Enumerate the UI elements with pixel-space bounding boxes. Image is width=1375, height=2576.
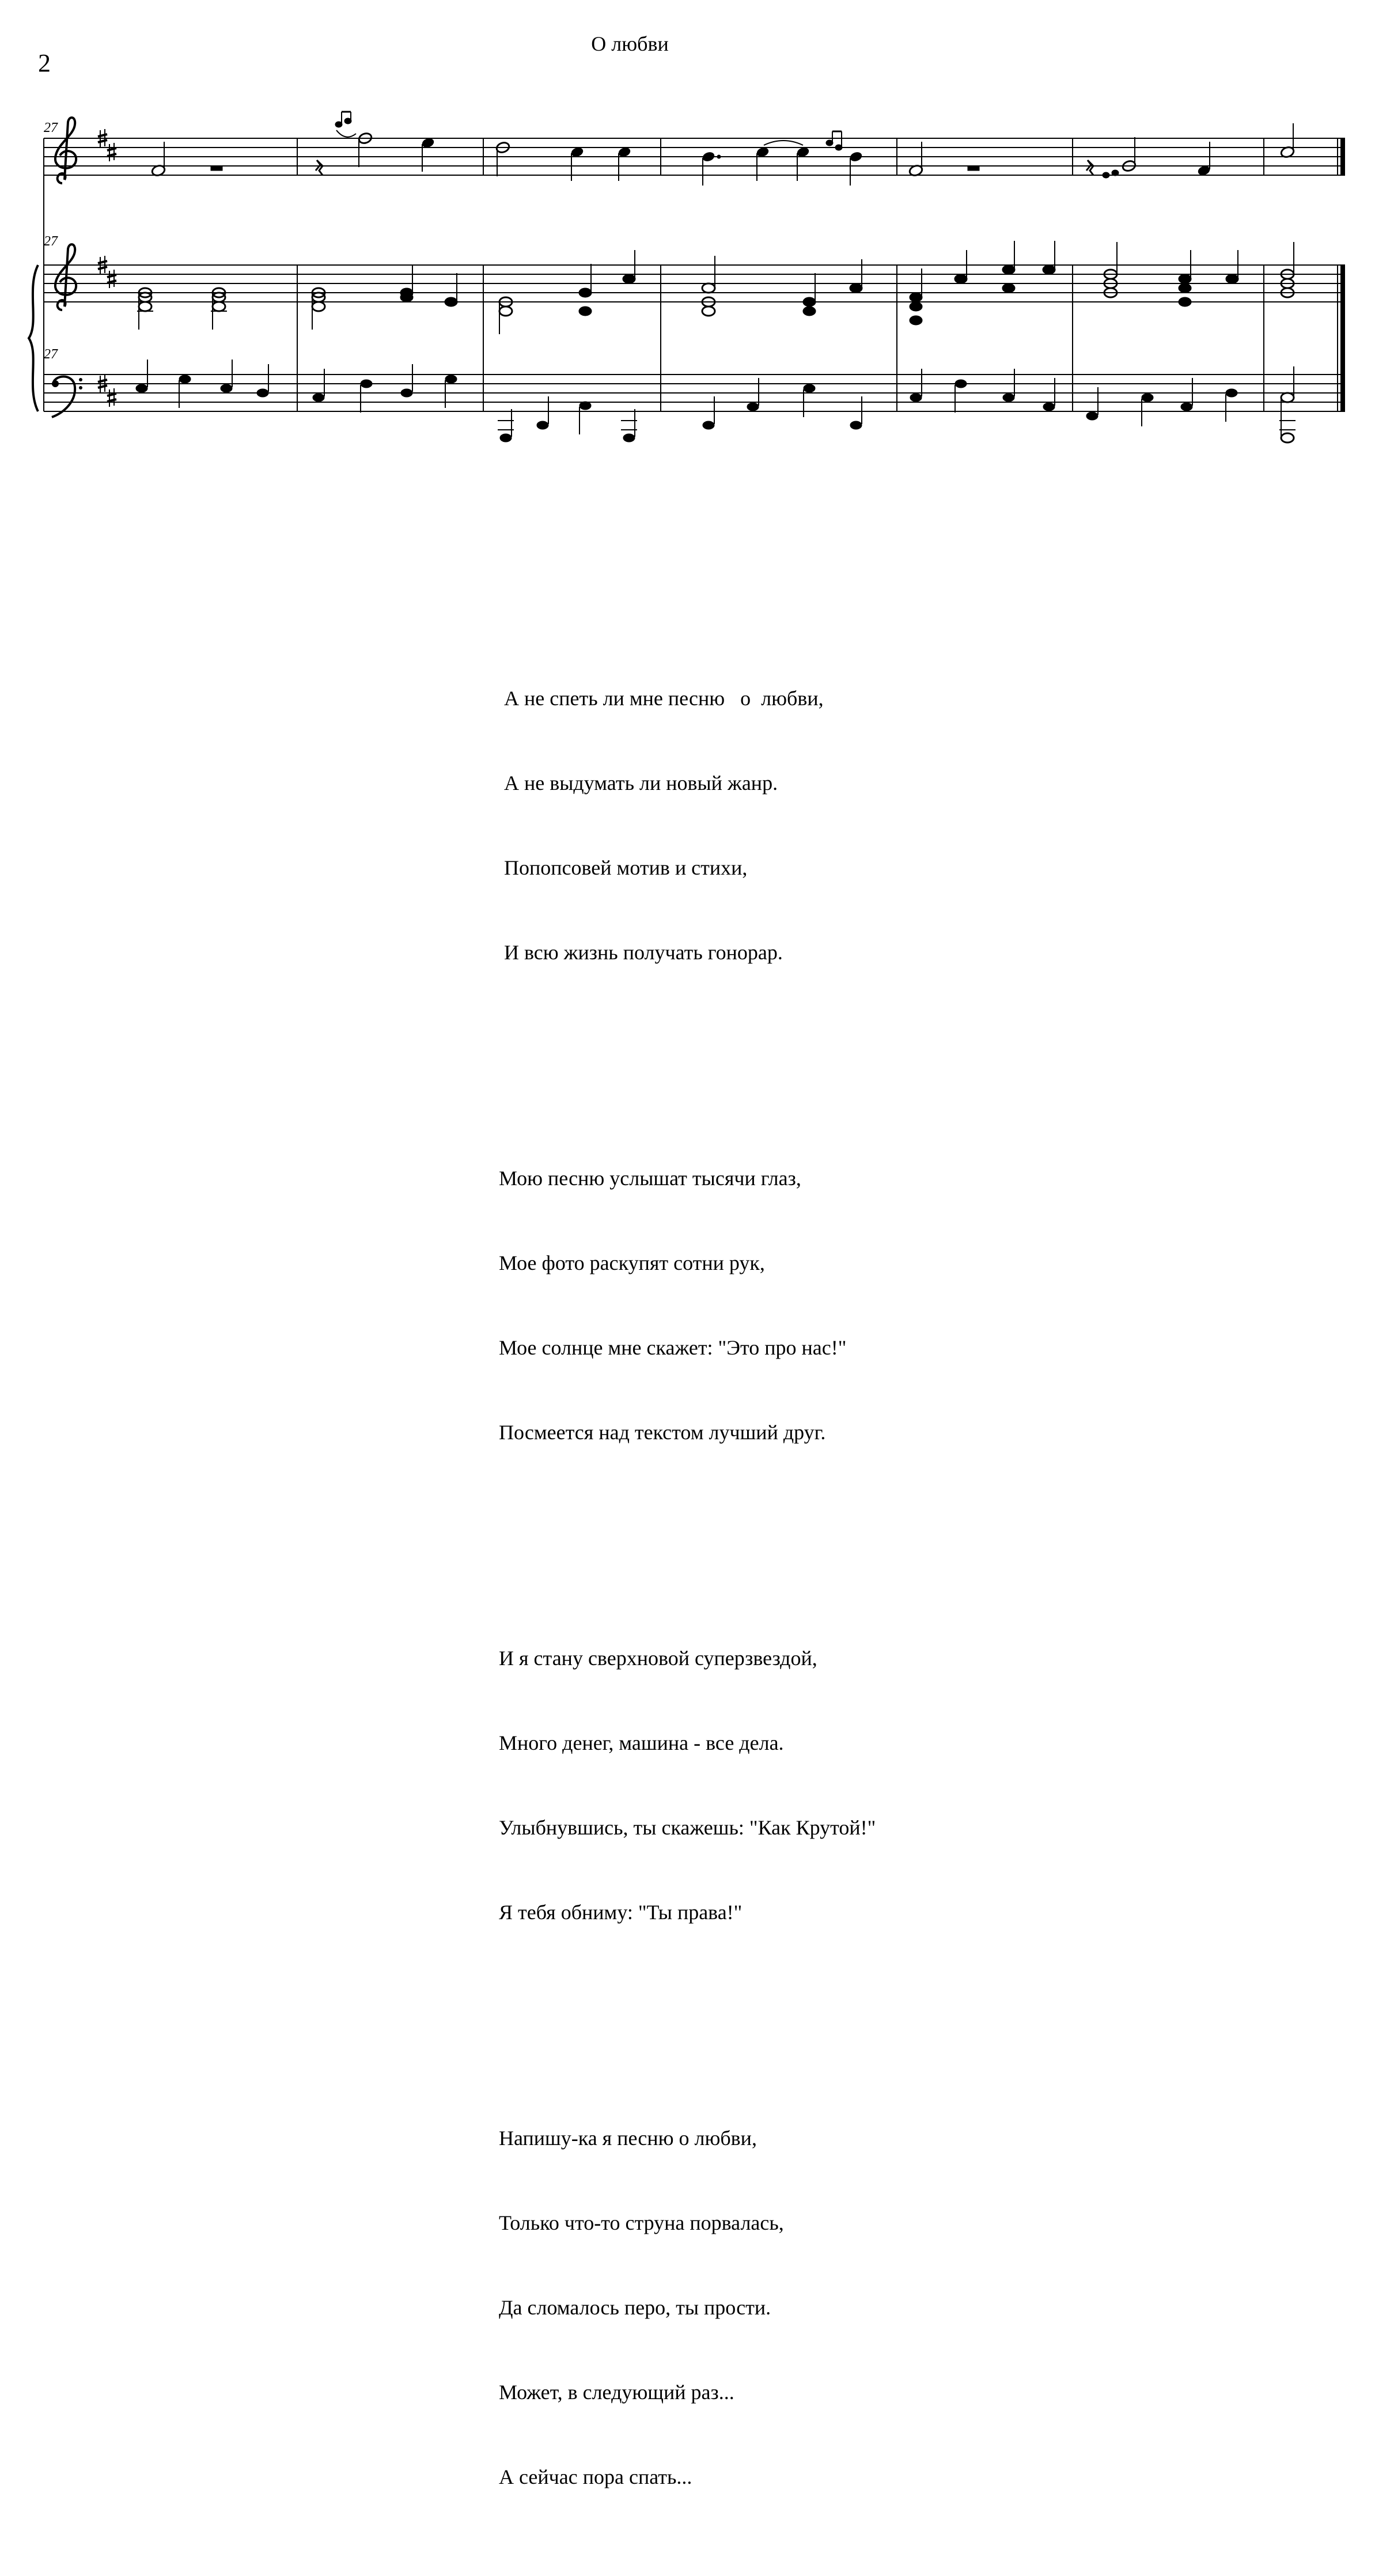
- lyric-line: А не спеть ли мне песню о любви,: [499, 687, 824, 710]
- lyric-line: Попопсовей мотив и стихи,: [499, 856, 748, 879]
- lyric-line: Посмеется над текстом лучший друг.: [499, 1421, 826, 1444]
- measure-number-piano-bass: 27: [44, 347, 58, 362]
- lyrics-stanza: [499, 1108, 876, 1503]
- lyric-line: Может, в следующий раз...: [499, 2381, 734, 2404]
- lyrics-stanza: [499, 1588, 876, 1983]
- page-number: 2: [38, 49, 51, 77]
- melody-staff: [44, 138, 1345, 175]
- treble-clef-icon: [55, 118, 76, 183]
- piano-bass-notes: [136, 360, 1296, 442]
- lyric-line: Мое солнце мне скажет: "Это про нас!": [499, 1336, 847, 1359]
- measure-number-piano-treble: 27: [44, 234, 58, 249]
- page-title: О любви: [591, 32, 669, 55]
- lyric-line: Много денег, машина - все дела.: [499, 1731, 784, 1754]
- lyric-line: А сейчас пора спать...: [499, 2465, 692, 2488]
- lyric-line: Напишу-ка я песню о любви,: [499, 2127, 757, 2150]
- lyrics-stanza: [499, 2068, 876, 2548]
- lyrics-stanza: [499, 628, 876, 1023]
- piano-brace: [29, 265, 38, 411]
- lyric-line: Я тебя обниму: "Ты права!": [499, 1901, 743, 1924]
- music-score: [0, 0, 1375, 461]
- lyric-line: Мое фото раскупят сотни рук,: [499, 1251, 765, 1274]
- lyric-line: Только что-то струна порвалась,: [499, 2211, 784, 2234]
- lyric-line: И всю жизнь получать гонорар.: [499, 941, 783, 964]
- lyric-line: Улыбнувшись, ты скажешь: "Как Крутой!": [499, 1816, 876, 1839]
- lyric-line: И я стану сверхновой суперзвездой,: [499, 1647, 817, 1670]
- melody-notes: [151, 112, 1295, 186]
- piano-treble-staff: [44, 265, 1345, 302]
- measure-number-melody: 27: [44, 120, 58, 135]
- lyric-line: Да сломалось перо, ты прости.: [499, 2296, 771, 2319]
- lyric-line: А не выдумать ли новый жанр.: [499, 771, 778, 795]
- lyric-line: Мою песню услышат тысячи глаз,: [499, 1167, 801, 1190]
- treble-clef-icon: [55, 244, 76, 310]
- lyrics: [499, 572, 876, 2576]
- piano-bass-staff: [44, 375, 1345, 411]
- key-signature-sharp-icons: [98, 129, 116, 407]
- piano-treble-chords: [137, 241, 1294, 334]
